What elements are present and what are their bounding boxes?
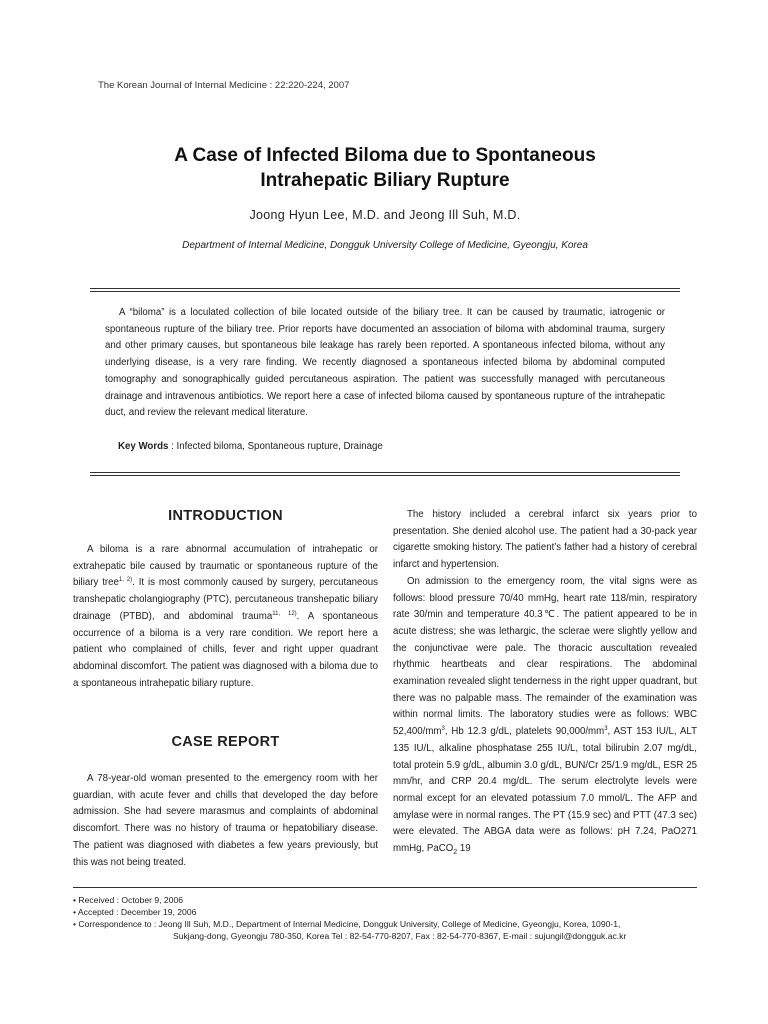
abstract-bottom-rule [90,472,680,473]
introduction-heading-wrap [73,508,378,525]
case-report-text [73,771,378,871]
footnote-address: Sukjang-dong, Gyeongju 780-350, Korea Tel : 82-54-770-8207, Fax : 82-54-770-8367, E-mail : sujungil@dongguk.ac.kr [173,931,627,941]
article-title [60,143,710,193]
footnotes [73,894,626,942]
abstract-bottom-rule-2 [90,475,680,476]
abstract: A “biloma” is a loculated collection of bile located outside of the biliary tree. It can be caused by traumatic, iatrogenic or spontaneous rupture of the biliary tree. Prior reports have documented an association of biloma with abdominal trauma, surgery and other primary causes, but spontaneous bile leakage has rarely been reported. A spontaneous infected biloma, without any underlying disease, is a very rare finding. We recently diagnosed a spontaneous infected biloma by abdominal computed tomography and sonographically guided percutaneous aspiration. The patient was successfully managed with percutaneous drainage and intravenous antibiotics. We report here a case of infected biloma caused by spontaneous rupture of the intrahepatic duct, and review the relevant medical literature. [105,307,665,419]
footnote-correspondence: • Correspondence to : Jeong Ill Suh, M.D., Department of Internal Medicine, Dongguk University, College of Medicine, Gyeongju, Korea, 1090-1, [73,919,621,929]
abstract-top-rule-2 [90,291,680,292]
title-line-1: A Case of Infected Biloma due to Spontaneous [174,145,596,166]
footnote-received: • Received : October 9, 2006 [73,895,184,905]
keywords-list: : Infected biloma, Spontaneous rupture, Drainage [168,441,383,452]
introduction-text [73,542,378,692]
case-report-heading-wrap [73,734,378,751]
history-paragraph: The history included a cerebral infarct six years prior to presentation. She denied alcohol use. The patient had a 30-pack year cigarette smoking history. The patient’s father had a history of cerebral infarct and hypertension. [393,509,697,571]
introduction-heading: INTRODUCTION [168,508,283,524]
right-column-text [393,507,697,858]
introduction-paragraph: A biloma is a rare abnormal accumulation of intrahepatic or extrahepatic bile caused by traumatic or spontaneous rupture of the biliary tree$^{1, 2)}$. It is most commonly caused by surgery, percutaneous transhepatic cholangiography (PTC), percutaneous transhepatic biliary drainage (PTBD), and abdominal trauma$^{11, 12)}$. A spontaneous occurrence of a biloma is a very rare condition. We report here a patient who complained of chills, fever and right upper quadrant abdominal discomfort. The patient was diagnosed with a biloma due to a spontaneous intrahepatic biliary rupture. [73,544,379,689]
keywords [118,441,383,452]
footnote-rule [73,887,697,888]
abstract-top-rule [90,288,680,289]
journal-citation: The Korean Journal of Internal Medicine : 22:220-224, 2007 [98,80,350,91]
affiliation: Department of Internal Medicine, Dongguk University College of Medicine, Gyeongju, Korea [182,240,588,251]
authors: Joong Hyun Lee, M.D. and Jeong Ill Suh, M.D. [249,208,521,222]
title-line-2: Intrahepatic Biliary Rupture [260,170,510,191]
case-report-heading: CASE REPORT [171,734,280,750]
keywords-label: Key Words [118,441,169,452]
footnote-accepted: • Accepted : December 19, 2006 [73,907,197,917]
admission-paragraph: On admission to the emergency room, the vital signs were as follows: blood pressure 70/40 mmHg, heart rate 118/min, respiratory rate 30/min and temperature 40.3℃. The patient appeared to be in acute distress; she was lethargic, the sclerae were slightly yellow and the conjunctivae were pale. The thoracic auscultation revealed rhythmic heartbeats and clear respirations. The abdominal examination revealed slight tenderness in the right upper quadrant, but there was no palpable mass. The remainder of the examination was within normal limits. The laboratory studies were as follows: WBC $52,400/mm^3$, Hb 12.3 g/dL, platelets $90,000/mm^3$, AST 153 IU/L, ALT 135 IU/L, alkaline phosphatase 255 IU/L, total bilirubin 2.07 mg/dL, total protein 5.9 g/dL, albumin 3.0 g/dL, BUN/Cr 25/1.9 mg/dL, ESR 25 mm/hr, and CRP 20.4 mg/dL. The serum electrolyte levels were normal except for an elevated potassium 7.0 mmol/L. The AFP and amylase were in normal ranges. The PT (15.9 sec) and PTT (47.3 sec) were elevated. The ABGA data were as follows: pH 7.24, PaO271 mmHg, PaCO$_2$ 19 [393,575,697,856]
case-report-paragraph: A 78-year-old woman presented to the emergency room with her guardian, with acute fever and chills that developed the day before admission. She had severe marasmus and complaints of abdominal discomfort. There was no history of trauma or hepatobiliary disease. The patient was diagnosed with diabetes a few years previously, but this was not being treated. [73,773,378,868]
